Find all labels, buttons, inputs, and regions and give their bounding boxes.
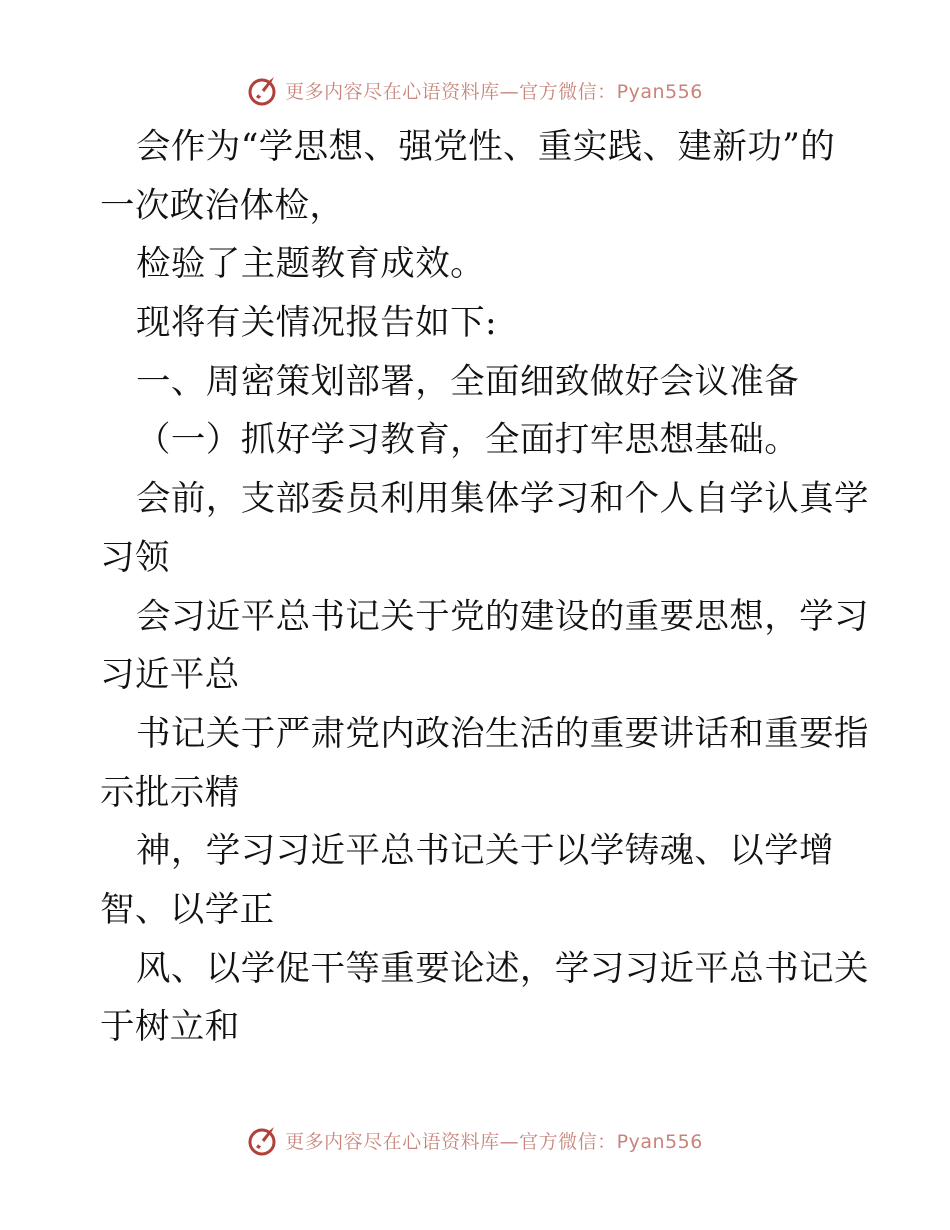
text-line: 会习近平总书记关于党的建设的重要思想，学习 bbox=[136, 596, 869, 637]
text-line: 神，学习习近平总书记关于以学铸魂、以学增 bbox=[136, 831, 834, 872]
watermark-id: Pyan556 bbox=[616, 1130, 703, 1153]
text-line: 于树立和 bbox=[100, 1007, 240, 1048]
text-line: 会作为“学思想、强党性、重实践、建新功”的 bbox=[136, 127, 836, 167]
text-line: 会前，支部委员利用集体学习和个人自学认真学 bbox=[136, 479, 869, 520]
header-watermark bbox=[0, 70, 950, 110]
text-line: 习领 bbox=[100, 537, 170, 578]
watermark-id: Pyan556 bbox=[616, 80, 703, 103]
logo-icon bbox=[247, 1123, 281, 1157]
watermark-text: 更多内容尽在心语资料库—官方微信： bbox=[285, 1130, 617, 1153]
text-line: 一次政治体检， bbox=[100, 185, 345, 226]
text-line: 习近平总 bbox=[100, 655, 240, 696]
subsection-heading: （一）抓好学习教育，全面打牢思想基础。 bbox=[136, 420, 800, 461]
logo-icon bbox=[247, 73, 281, 107]
text-line: 现将有关情况报告如下: bbox=[136, 303, 498, 344]
document-body bbox=[100, 118, 869, 1057]
text-line: 智、以学正 bbox=[100, 889, 275, 930]
text-line: 检验了主题教育成效。 bbox=[136, 244, 485, 285]
section-heading: 一、周密策划部署，全面细致做好会议准备 bbox=[136, 361, 800, 402]
watermark-text: 更多内容尽在心语资料库—官方微信： bbox=[285, 80, 617, 103]
footer-watermark bbox=[0, 1120, 950, 1160]
text-line: 风、以学促干等重要论述，学习习近平总书记关 bbox=[136, 948, 869, 989]
text-line: 示批示精 bbox=[100, 772, 240, 813]
text-line: 书记关于严肃党内政治生活的重要讲话和重要指 bbox=[136, 713, 869, 754]
